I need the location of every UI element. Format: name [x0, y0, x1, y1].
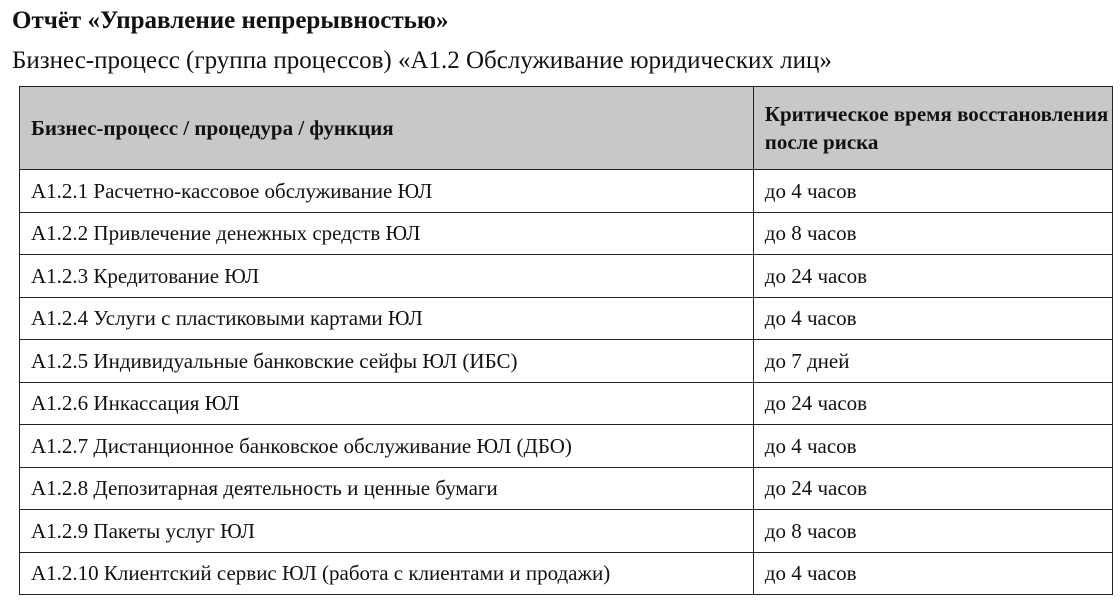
recovery-time-cell: до 4 часов: [753, 297, 1112, 340]
continuity-table: [19, 86, 1113, 595]
recovery-time-cell: до 24 часов: [753, 382, 1112, 425]
table-row: [20, 510, 1113, 553]
report-title: Отчёт «Управление непрерывностью»: [12, 7, 449, 34]
recovery-time-cell: до 4 часов: [753, 170, 1112, 213]
process-cell: А1.2.5 Индивидуальные банковские сейфы ЮЛ (ИБС): [20, 340, 754, 383]
recovery-time-cell: до 8 часов: [753, 510, 1112, 553]
table-row: [20, 467, 1113, 510]
recovery-time-cell: до 24 часов: [753, 255, 1112, 298]
process-cell: А1.2.10 Клиентский сервис ЮЛ (работа с клиентами и продажи): [20, 552, 754, 595]
column-header-recovery-time: Критическое время восстановления после риска: [753, 87, 1112, 170]
recovery-time-cell: до 24 часов: [753, 467, 1112, 510]
table-row: [20, 212, 1113, 255]
process-cell: А1.2.8 Депозитарная деятельность и ценные бумаги: [20, 467, 754, 510]
table-row: [20, 170, 1113, 213]
table-row: [20, 382, 1113, 425]
table-row: [20, 552, 1113, 595]
recovery-time-cell: до 4 часов: [753, 552, 1112, 595]
process-cell: А1.2.2 Привлечение денежных средств ЮЛ: [20, 212, 754, 255]
table-row: [20, 297, 1113, 340]
recovery-time-cell: до 7 дней: [753, 340, 1112, 383]
table-row: [20, 255, 1113, 298]
process-cell: А1.2.3 Кредитование ЮЛ: [20, 255, 754, 298]
recovery-time-cell: до 4 часов: [753, 425, 1112, 468]
column-header-process: Бизнес-процесс / процедура / функция: [20, 87, 754, 170]
report-subtitle: Бизнес-процесс (группа процессов) «А1.2 Обслуживание юридических лиц»: [12, 47, 832, 74]
process-cell: А1.2.1 Расчетно-кассовое обслуживание ЮЛ: [20, 170, 754, 213]
process-cell: А1.2.7 Дистанционное банковское обслуживание ЮЛ (ДБО): [20, 425, 754, 468]
table-row: [20, 425, 1113, 468]
process-cell: А1.2.6 Инкассация ЮЛ: [20, 382, 754, 425]
table-row: [20, 340, 1113, 383]
recovery-time-cell: до 8 часов: [753, 212, 1112, 255]
table-header-row: [20, 87, 1113, 170]
process-cell: А1.2.9 Пакеты услуг ЮЛ: [20, 510, 754, 553]
process-cell: А1.2.4 Услуги с пластиковыми картами ЮЛ: [20, 297, 754, 340]
